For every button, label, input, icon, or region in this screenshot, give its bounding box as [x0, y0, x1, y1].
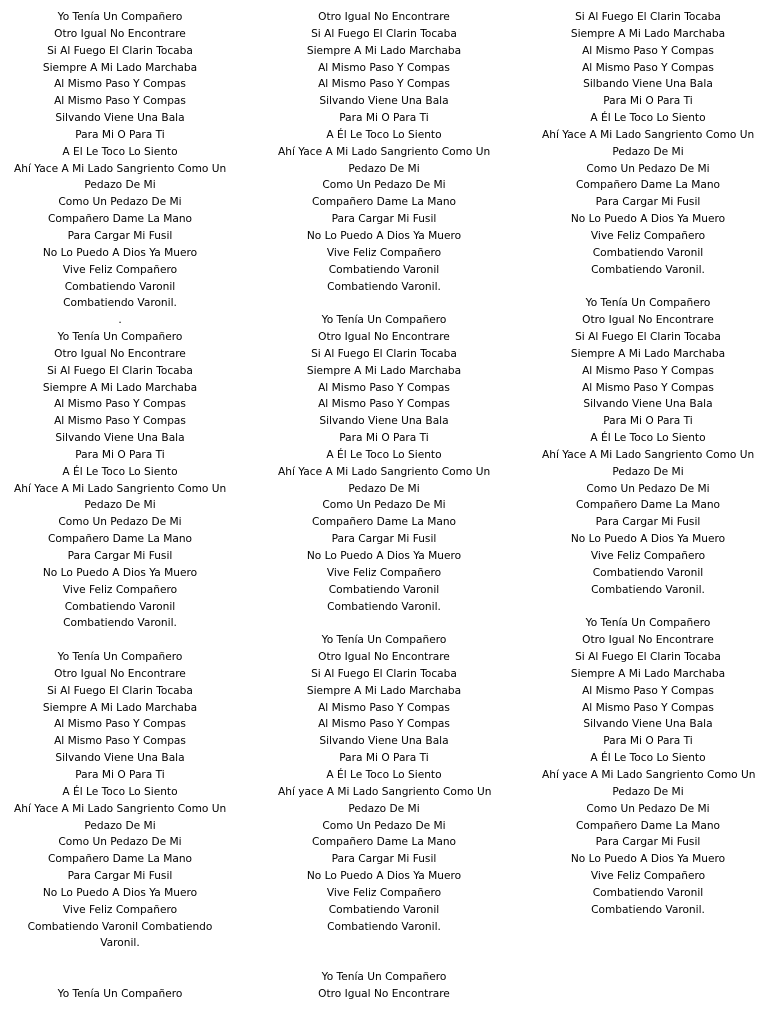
lyric-line: Otro Igual No Encontrare [318, 11, 450, 23]
lyric-line: Combatiendo Varonil [328, 583, 440, 596]
lyric-line: Ahí yace A Mi Lado Sangriento Como Un [542, 768, 756, 781]
lyric-line [278, 935, 490, 952]
lyric-line: Para Cargar Mi Fusil [67, 550, 173, 562]
lyric-line: Vive Feliz Compañero [62, 583, 178, 596]
lyric-line: Para Cargar Mi Fusil [331, 213, 437, 226]
lyric-line: Pedazo De Mi [348, 802, 420, 815]
lyric-line: Silvando Viene Una Bala [55, 112, 185, 125]
lyric-line: Ahí Yace A Mi Lado Sangriento Como Un [542, 448, 755, 461]
lyric-line: Silvando Viene Una Bala [319, 415, 449, 428]
lyric-line: Silvando Viene Una Bala [319, 95, 449, 108]
lyric-line: Compañero Dame La Mano [575, 499, 721, 512]
lyric-line: Ahí Yace A Mi Lado Sangriento Como Un [278, 465, 491, 478]
lyric-line: Ahí Yace A Mi Lado Sangriento Como Un [14, 482, 227, 495]
lyric-line: Silvando Viene Una Bala [55, 752, 185, 765]
lyric-line [278, 615, 490, 632]
lyric-line: Al Mismo Paso Y Compas [54, 415, 186, 428]
lyric-line: Para Mi O Para Ti [339, 112, 429, 125]
lyric-line: Si Al Fuego El Clarin Tocaba [311, 667, 457, 680]
lyric-line: Para Mi O Para Ti [75, 768, 165, 781]
lyric-line: Ahí Yace A Mi Lado Sangriento Como Un [542, 128, 755, 141]
lyric-line: Al Mismo Paso Y Compas [318, 701, 450, 714]
lyric-line: Al Mismo Paso Y Compas [582, 364, 714, 377]
lyric-line: Combatiendo Varonil [64, 600, 176, 613]
lyric-line: Si Al Fuego El Clarin Tocaba [47, 364, 193, 377]
lyric-line: A Él Le Toco Lo Siento [590, 752, 706, 765]
lyrics-column-3 [542, 9, 754, 919]
lyric-line: Si Al Fuego El Clarin Tocaba [575, 11, 721, 23]
lyric-line: Al Mismo Paso Y Compas [54, 78, 186, 91]
lyric-line: Para Mi O Para Ti [603, 415, 693, 428]
lyric-line: Vive Feliz Compañero [326, 246, 442, 259]
lyric-line [14, 969, 226, 986]
lyric-line: Vive Feliz Compañero [62, 263, 178, 276]
lyric-line: Compañero Dame La Mano [575, 819, 721, 832]
lyric-line: Yo Tenía Un Compañero [321, 314, 447, 327]
lyric-line [14, 952, 226, 969]
lyric-line: Para Mi O Para Ti [75, 448, 165, 461]
lyric-line: Compañero Dame La Mano [311, 836, 457, 849]
lyric-line: Yo Tenía Un Compañero [57, 651, 183, 664]
lyric-line: Otro Igual No Encontrare [318, 331, 450, 344]
lyric-line: Ahí Yace A Mi Lado Sangriento Como Un [14, 162, 227, 175]
lyric-line: Combatiendo Varonil [328, 903, 440, 916]
lyric-line: Como Un Pedazo De Mi [586, 802, 710, 815]
lyric-line: Al Mismo Paso Y Compas [318, 381, 450, 394]
lyric-line: Para Mi O Para Ti [339, 432, 429, 445]
lyric-line: Combatiendo Varonil [592, 886, 704, 899]
lyric-line: Pedazo De Mi [348, 162, 420, 175]
lyric-line: A Él Le Toco Lo Siento [326, 128, 442, 141]
lyric-line: No Lo Puedo A Dios Ya Muero [306, 550, 462, 562]
lyric-line: Combatiendo Varonil [328, 263, 440, 276]
lyric-line: Siempre A Mi Lado Marchaba [42, 701, 198, 714]
lyric-line: A Él Le Toco Lo Siento [590, 432, 706, 445]
lyric-line: Silvando Viene Una Bala [583, 718, 713, 731]
lyric-line: Al Mismo Paso Y Compas [318, 398, 450, 411]
lyric-line: A Él Le Toco Lo Siento [62, 785, 178, 798]
lyric-line: Vive Feliz Compañero [326, 886, 442, 899]
lyric-line: A Él Le Toco Lo Siento [590, 112, 706, 125]
lyric-line: Compañero Dame La Mano [575, 179, 721, 192]
lyric-line: Para Cargar Mi Fusil [595, 516, 701, 529]
lyric-line: No Lo Puedo A Dios Ya Muero [42, 566, 198, 579]
lyric-line: Para Cargar Mi Fusil [595, 196, 701, 209]
lyric-line: Compañero Dame La Mano [47, 533, 193, 546]
lyric-line [278, 295, 490, 312]
lyric-line: Al Mismo Paso Y Compas [318, 718, 450, 731]
lyric-line: Combatiendo Varonil. [327, 280, 441, 293]
lyric-line: Como Un Pedazo De Mi [58, 196, 182, 209]
lyrics-column-1 [14, 9, 226, 1003]
lyric-line: Al Mismo Paso Y Compas [54, 735, 186, 748]
lyric-line: Otro Igual No Encontrare [318, 651, 450, 664]
lyric-line: Pedazo De Mi [348, 482, 420, 495]
lyric-line: Para Mi O Para Ti [603, 735, 693, 748]
lyric-line: Al Mismo Paso Y Compas [582, 44, 714, 57]
lyric-line: Silvando Viene Una Bala [319, 735, 449, 748]
lyric-line: Si Al Fuego El Clarin Tocaba [575, 331, 721, 344]
lyric-line: Otro Igual No Encontrare [318, 987, 450, 1000]
lyric-line: Como Un Pedazo De Mi [586, 162, 710, 175]
lyric-line: Otro Igual No Encontrare [582, 634, 714, 647]
lyric-line: Combatiendo Varonil [64, 280, 176, 293]
lyric-line: Si Al Fuego El Clarin Tocaba [47, 44, 193, 57]
lyric-line: Para Cargar Mi Fusil [331, 533, 437, 546]
lyric-line: Yo Tenía Un Compañero [321, 634, 447, 647]
lyric-line: Al Mismo Paso Y Compas [582, 61, 714, 74]
lyric-line: Para Mi O Para Ti [603, 95, 693, 108]
lyric-line: Vive Feliz Compañero [326, 566, 442, 579]
lyric-line: Pedazo De Mi [84, 179, 156, 192]
lyric-line: Yo Tenía Un Compañero [585, 617, 711, 630]
lyric-line: Como Un Pedazo De Mi [586, 482, 710, 495]
lyric-line: Si Al Fuego El Clarin Tocaba [575, 651, 721, 664]
lyric-line: Siempre A Mi Lado Marchaba [570, 27, 726, 40]
lyric-line: Yo Tenía Un Compañero [585, 297, 711, 310]
lyric-line: Yo Tenía Un Compañero [57, 331, 183, 344]
lyric-line [14, 632, 226, 649]
lyric-line: Vive Feliz Compañero [62, 903, 178, 916]
lyric-line: Siempre A Mi Lado Marchaba [42, 381, 198, 394]
lyric-line: Pedazo De Mi [612, 785, 684, 798]
lyric-line: Siempre A Mi Lado Marchaba [570, 667, 726, 680]
lyric-line: Si Al Fuego El Clarin Tocaba [311, 347, 457, 360]
lyric-line [542, 279, 754, 296]
lyric-line: Si Al Fuego El Clarin Tocaba [311, 27, 457, 40]
lyric-line: Ahí yace A Mi Lado Sangriento Como Un [278, 785, 492, 798]
lyric-line: Otro Igual No Encontrare [582, 314, 714, 327]
lyric-line: Pedazo De Mi [84, 819, 156, 832]
lyric-line: Al Mismo Paso Y Compas [582, 701, 714, 714]
lyric-line: Silbando Viene Una Bala [583, 78, 713, 91]
lyric-line: Vive Feliz Compañero [590, 229, 706, 242]
lyric-line: . [118, 314, 122, 327]
lyric-line: Combatiendo Varonil. [591, 583, 705, 596]
lyric-line: Silvando Viene Una Bala [55, 432, 185, 445]
lyric-line: Yo Tenía Un Compañero [57, 11, 183, 23]
lyric-line: Al Mismo Paso Y Compas [54, 95, 186, 108]
lyric-line: Al Mismo Paso Y Compas [318, 61, 450, 74]
lyric-line: Combatiendo Varonil [592, 246, 704, 259]
lyric-line: A El Le Toco Lo Siento [62, 145, 178, 158]
lyric-line: Para Mi O Para Ti [339, 752, 429, 765]
lyric-line: Siempre A Mi Lado Marchaba [306, 684, 462, 697]
lyric-line: Para Cargar Mi Fusil [595, 836, 701, 849]
lyric-line: Yo Tenía Un Compañero [57, 987, 183, 1000]
lyric-line: Al Mismo Paso Y Compas [54, 718, 186, 731]
lyric-line: Ahí Yace A Mi Lado Sangriento Como Un [14, 802, 227, 815]
lyric-line: Al Mismo Paso Y Compas [318, 78, 450, 91]
lyric-line: A Él Le Toco Lo Siento [62, 465, 178, 478]
lyric-line: Al Mismo Paso Y Compas [582, 684, 714, 697]
lyric-line: Siempre A Mi Lado Marchaba [306, 44, 462, 57]
lyric-line: Al Mismo Paso Y Compas [582, 381, 714, 394]
lyric-line: Vive Feliz Compañero [590, 550, 706, 562]
lyric-line: Yo Tenía Un Compañero [321, 971, 447, 984]
lyric-line: Combatiendo Varonil. [327, 920, 441, 933]
lyric-line: No Lo Puedo A Dios Ya Muero [42, 246, 198, 259]
lyric-line: Combatiendo Varonil. [63, 617, 177, 630]
lyric-line: No Lo Puedo A Dios Ya Muero [306, 229, 462, 242]
lyric-line: Pedazo De Mi [84, 499, 156, 512]
lyric-line: No Lo Puedo A Dios Ya Muero [570, 213, 726, 226]
lyric-line: No Lo Puedo A Dios Ya Muero [306, 870, 462, 883]
lyric-line: A Él Le Toco Lo Siento [326, 768, 442, 781]
lyric-line: A Él Le Toco Lo Siento [326, 448, 442, 461]
lyric-line: Para Cargar Mi Fusil [67, 229, 173, 242]
lyric-line: Al Mismo Paso Y Compas [54, 398, 186, 411]
lyric-line: Combatiendo Varonil. [327, 600, 441, 613]
lyric-line: Pedazo De Mi [612, 465, 684, 478]
lyric-line: Otro Igual No Encontrare [54, 27, 186, 40]
lyric-line: Vive Feliz Compañero [590, 870, 706, 883]
lyric-line: Combatiendo Varonil. [591, 263, 705, 276]
lyric-line: Compañero Dame La Mano [47, 853, 193, 866]
lyric-line: Como Un Pedazo De Mi [58, 836, 182, 849]
lyric-line: Pedazo De Mi [612, 145, 684, 158]
lyric-line: Ahí Yace A Mi Lado Sangriento Como Un [278, 145, 491, 158]
lyric-line: Otro Igual No Encontrare [54, 347, 186, 360]
lyric-line [542, 599, 754, 616]
lyrics-column-2 [278, 9, 490, 1003]
lyric-line: Para Mi O Para Ti [75, 128, 165, 141]
lyric-line: Siempre A Mi Lado Marchaba [42, 61, 198, 74]
lyric-line: Combatiendo Varonil [592, 566, 704, 579]
lyric-line [278, 952, 490, 969]
lyric-line: Para Cargar Mi Fusil [67, 870, 173, 883]
lyric-line: Compañero Dame La Mano [311, 516, 457, 529]
lyric-line: Como Un Pedazo De Mi [322, 819, 446, 832]
lyric-line: Como Un Pedazo De Mi [322, 499, 446, 512]
lyric-line: No Lo Puedo A Dios Ya Muero [42, 886, 198, 899]
lyric-line: Combatiendo Varonil. [63, 297, 177, 310]
lyric-line: No Lo Puedo A Dios Ya Muero [570, 853, 726, 866]
lyric-line: Combatiendo Varonil Combatiendo [27, 920, 213, 933]
lyric-line: Como Un Pedazo De Mi [322, 179, 446, 192]
lyric-line: Siempre A Mi Lado Marchaba [570, 347, 726, 360]
lyric-line: Compañero Dame La Mano [47, 213, 193, 226]
lyric-line: Silvando Viene Una Bala [583, 398, 713, 411]
lyric-line: No Lo Puedo A Dios Ya Muero [570, 533, 726, 546]
lyric-line: Si Al Fuego El Clarin Tocaba [47, 684, 193, 697]
lyric-line: Para Cargar Mi Fusil [331, 853, 437, 866]
lyric-line: Siempre A Mi Lado Marchaba [306, 364, 462, 377]
lyric-line: Otro Igual No Encontrare [54, 667, 186, 680]
lyric-line: Compañero Dame La Mano [311, 196, 457, 209]
lyric-line: Combatiendo Varonil. [591, 903, 705, 916]
lyric-line: Como Un Pedazo De Mi [58, 516, 182, 529]
lyric-line: Varonil. [100, 937, 140, 950]
